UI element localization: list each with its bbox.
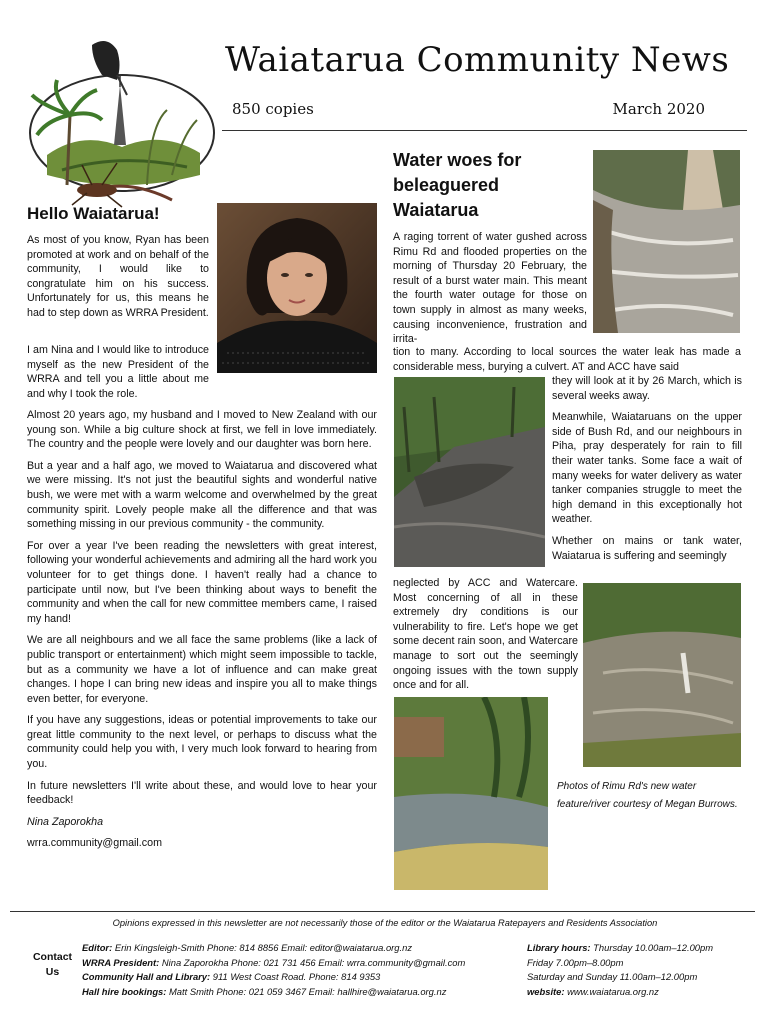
water-paragraph-3b: neglected by ACC and Watercare. Most concerning of all in these extremely dry conditions is our vulnerability to fire. Let's hope we get some decent rain soon, and Watercare manage to sort out the seemingly ongoing issues with the town supply once and for all. bbox=[393, 577, 578, 692]
flooded-garden-photo bbox=[583, 583, 741, 767]
water-wide-line bbox=[393, 345, 741, 374]
contact-us-label: Contact Us bbox=[32, 951, 73, 978]
issue-date: March 2020 bbox=[612, 100, 705, 118]
torrent-photo bbox=[593, 150, 740, 333]
hello-intro-paragraph: As most of you know, Ryan has been promoted at work and on behalf of the community, I would like to congratulate him on his success. Unfortunately for us, this means he had to step down as WRRA President. bbox=[27, 234, 209, 319]
website-line bbox=[527, 985, 762, 1000]
water-col-lower bbox=[393, 576, 578, 693]
contact-email[interactable]: wrra.community@gmail.com bbox=[27, 837, 162, 850]
disclaimer: Opinions expressed in this newsletter are not necessarily those of the editor or the Waiatarua Ratepayers and Residents Association bbox=[112, 918, 658, 928]
hello-intro2-column bbox=[27, 343, 209, 401]
editor-details: Erin Kingsleigh-Smith Phone: 814 8856 Email: editor@waiatarua.org.nz bbox=[114, 942, 413, 953]
president-label: WRRA President: bbox=[82, 956, 160, 968]
hello-intro-column bbox=[27, 233, 209, 321]
library-line bbox=[527, 941, 762, 956]
library-label: Library hours: bbox=[527, 942, 591, 953]
hall-line bbox=[82, 970, 527, 985]
water-paragraph-1a: A raging torrent of water gushed across Rimu Rd and flooded properties on the morning of Thursday 20 February, the result of a burst water main. This meant the fourth water outage for those on town supply in almost as many weeks, causing inconvenience, frustration and irrita- bbox=[393, 231, 587, 346]
copies-count: 850 copies bbox=[232, 100, 314, 118]
water-paragraph-2: Meanwhile, Waiataruans on the upper side of Bush Rd, and our neighbours in Piha, pray desperately for rain to fill their water tanks. Some face a wait of many weeks for water delivery as water tanker companies struggle to meet the high demand in this exceptionally hot weather. bbox=[552, 411, 742, 526]
hello-body bbox=[27, 408, 377, 851]
water-paragraph-1c: they will look at it by 26 March, which is several weeks away. bbox=[552, 375, 742, 402]
flooded-yard-photo bbox=[394, 697, 548, 890]
footer-contacts bbox=[82, 941, 527, 999]
hello-paragraph-3: For over a year I've been reading the newsletters with great interest, following your wonderful achievements and admiring all the hard work you volunteer for to get things done. I haven't really had a chance to participate until now, but I've been thinking about ways to benefit the community and when the call for new committee members came, I raised my hand! bbox=[27, 539, 377, 625]
footer-library bbox=[527, 941, 762, 999]
website-link[interactable]: www.waiatarua.org.nz bbox=[567, 985, 659, 997]
hall-details: 911 West Coast Road. Phone: 814 9353 bbox=[212, 971, 381, 982]
footer-rule bbox=[10, 911, 755, 912]
editor-line bbox=[82, 941, 527, 956]
water-paragraph-3a: Whether on mains or tank water, Waiatarua is suffering and seemingly bbox=[552, 534, 742, 562]
president-line bbox=[82, 956, 527, 971]
hire-line bbox=[82, 985, 527, 1000]
logo-illustration bbox=[22, 35, 222, 210]
president-details: Nina Zaporokha Phone: 021 731 456 Email: wrra.community@gmail.com bbox=[161, 956, 466, 968]
hire-label: Hall hire bookings: bbox=[82, 985, 167, 997]
hello-heading: Hello Waiatarua! bbox=[27, 204, 160, 223]
nina-portrait-photo bbox=[217, 203, 377, 373]
water-heading: Water woes for beleaguered Waiatarua bbox=[393, 150, 522, 220]
flooded-road-photo bbox=[394, 377, 545, 567]
library-weekend: Saturday and Sunday 11.00am–12.00pm bbox=[527, 971, 698, 982]
hire-details: Matt Smith Phone: 021 059 3467 Email: hallhire@waiatarua.org.nz bbox=[169, 985, 447, 997]
header-rule bbox=[222, 130, 747, 131]
hello-intro2-paragraph: I am Nina and I would like to introduce myself as the new President of the WRRA and tell you a little about me and why I took the role. bbox=[27, 344, 209, 400]
library-thursday: Thursday 10.00am–12.00pm bbox=[593, 942, 714, 953]
signature: Nina Zaporokha bbox=[27, 815, 104, 828]
hello-paragraph-4: We are all neighbours and we all face the same problems (like a lack of public transport or entertainment) which might seem impossible to tackle, but as a community we have a lot of influence and can make great changes. I hope I can bring new ideas and inspire you all to make things even better, for everyone. bbox=[27, 634, 377, 705]
hello-paragraph-6: In future newsletters I'll write about these, and would love to hear your feedback! bbox=[27, 779, 377, 807]
water-col-right bbox=[552, 374, 742, 563]
hello-paragraph-1: Almost 20 years ago, my husband and I moved to New Zealand with our young son. While a big culture shock at first, we fell in love immediately. The country and the people were lovely and our daughter was born here. bbox=[27, 409, 377, 451]
editor-label: Editor: bbox=[82, 942, 113, 953]
newsletter-title: Waiatarua Community News bbox=[225, 40, 730, 80]
hello-paragraph-5: If you have any suggestions, ideas or potential improvements to take our great little community to the next level, or perhaps to discuss what the community could help you with, I very much look forward to hearing from you. bbox=[27, 714, 377, 771]
hall-label: Community Hall and Library: bbox=[82, 971, 211, 982]
website-label: website: bbox=[527, 985, 565, 997]
hello-paragraph-2: But a year and a half ago, we moved to Waiatarua and discovered what we were missing. It's not just the beautiful sights and wonderful native bush, we were met with a warm welcome and overwhelmed by the great community spirit. Lovely people make all the difference and that was something missing in our previous community - the community. bbox=[27, 459, 377, 531]
photo-caption: Photos of Rimu Rd's new water feature/river courtesy of Megan Burrows. bbox=[557, 781, 738, 810]
water-paragraph-1b: tion to many. According to local sources the water leak has made a considerable mess, burying a culvert. AT and ACC have said bbox=[393, 346, 741, 373]
library-friday: Friday 7.00pm–8.00pm bbox=[527, 956, 624, 968]
water-col-top bbox=[393, 230, 587, 347]
